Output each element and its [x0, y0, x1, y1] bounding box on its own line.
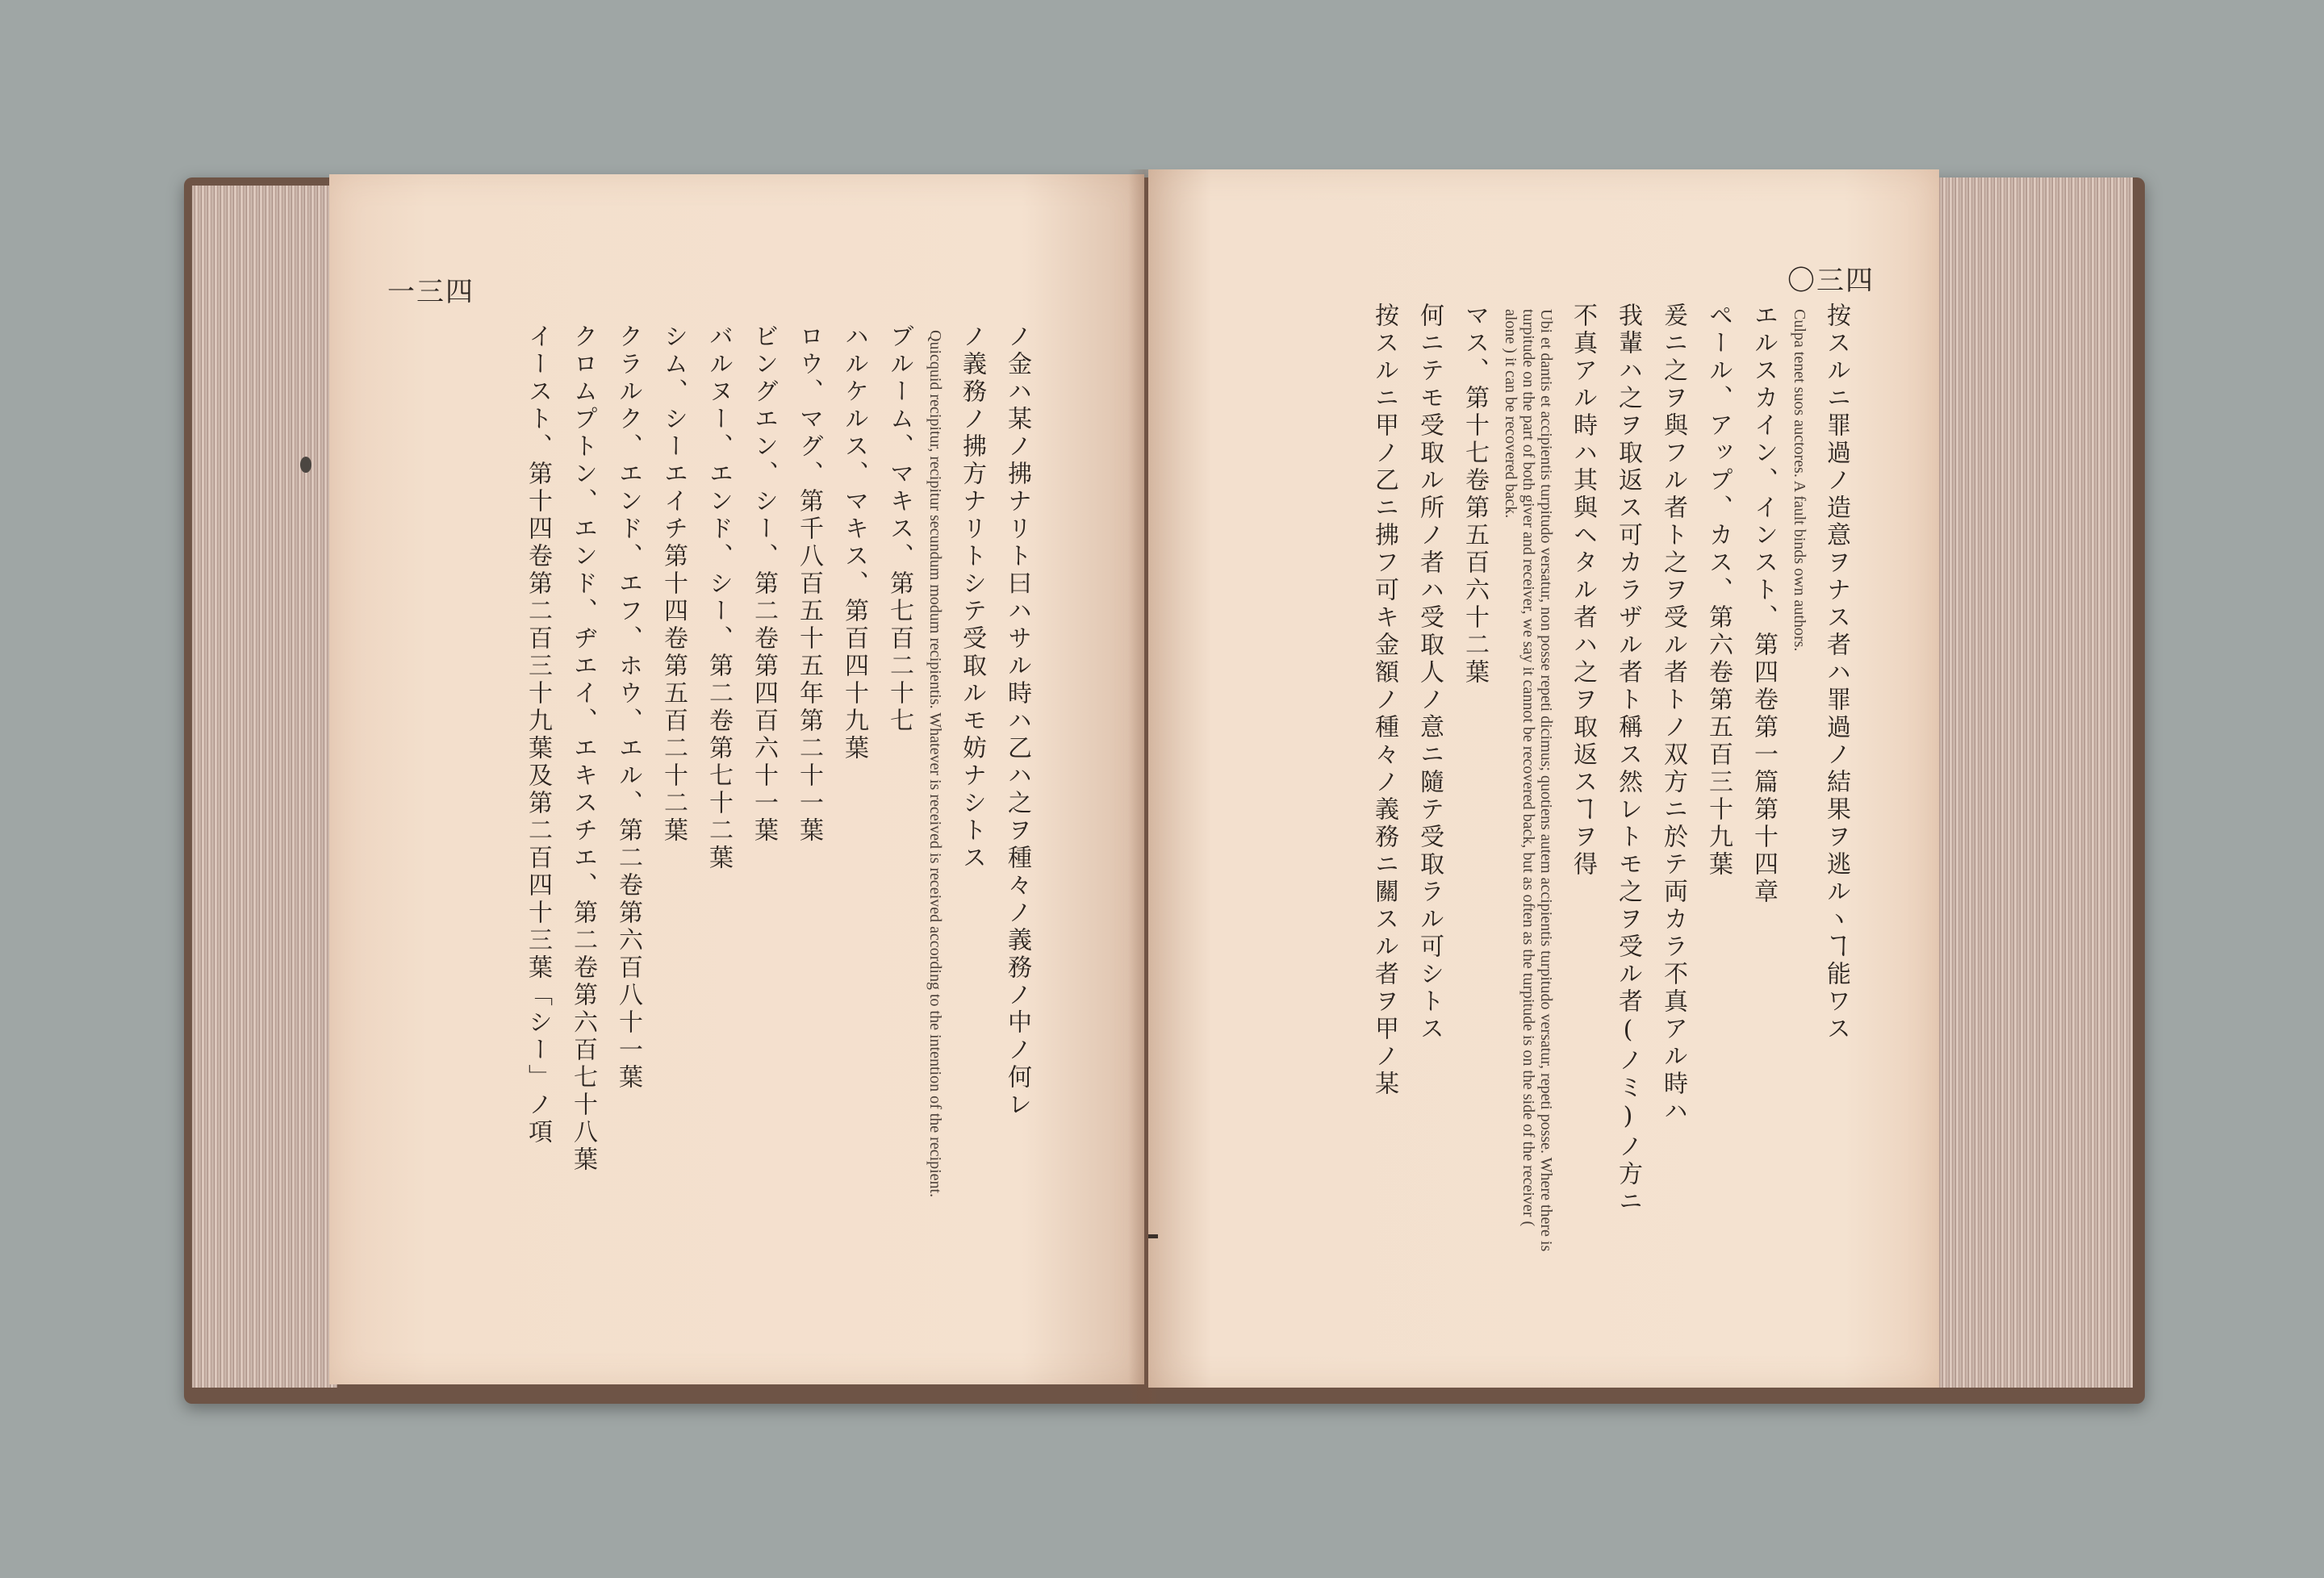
text-column: 我輩ハ之ヲ取返ス可カラザル者ト稱ス然レトモ之ヲ受ル者(ノミ)ノ方ニ — [1614, 303, 1642, 1216]
right-page-edges — [1927, 177, 2133, 1388]
text-column: 按スルニ罪過ノ造意ヲナス者ハ罪過ノ結果ヲ逃ルヽヿ能ワス — [1822, 303, 1850, 1043]
text-column: ロウ、マグ、第千八百五十五年第二十一葉 — [795, 324, 823, 845]
left-page-edges — [192, 186, 337, 1388]
text-column: クロムプトン、エンド、ヂエイ、エキスチエ、第二卷第六百七十八葉 — [569, 324, 597, 1174]
text-column: ノ義務ノ拂方ナリトシテ受取ルモ妨ナシトス — [958, 324, 986, 872]
text-column: マス、第十七卷第五百六十二葉 — [1461, 303, 1489, 687]
latin-maxim-column: Quicquid recipitur, recipitur secundum modum recipientis. Whatever is received is received according to the intention of the recipient. — [926, 330, 944, 1198]
text-column: 爰ニ之ヲ與フル者ト之ヲ受ル者トノ双方ニ於テ両カラ不真アル時ハ — [1659, 303, 1687, 1125]
latin-maxim-column: Ubi et dantis et accipientis turpitudo versatur, non posse repeti dicimus; quotiens autem accipientis turpitudo versatur, repeti posse. Where there is turpitude on the part of both giver and receiver, we say it cannot be recovered back, but as often as the turpitude is on the side of the receiver ( alone ) it can be recovered back. — [1502, 309, 1555, 1252]
text-column: シム、シーエイチ第十四卷第五百二十二葉 — [659, 324, 688, 845]
text-column: ブルーム、マキス、第七百二十七 — [885, 324, 913, 735]
text-column: クラルク、エンド、エフ、ホウ、エル、第二卷第六百八十一葉 — [614, 324, 642, 1092]
latin-maxim-column: Culpa tenet suos auctores. A fault binds own authors. — [1791, 309, 1808, 652]
text-column: ハルケルス、マキス、第百四十九葉 — [840, 324, 868, 762]
right-page — [1148, 169, 1939, 1388]
text-column: 不真アル時ハ其與ヘタル者ハ之ヲ取返スヿヲ得 — [1569, 303, 1597, 879]
left-page — [329, 174, 1144, 1384]
text-column: 何ニテモ受取ル所ノ者ハ受取人ノ意ニ隨テ受取ラル可シトス — [1415, 303, 1444, 1043]
open-book — [184, 169, 2145, 1404]
gutter-mark — [1148, 1234, 1158, 1238]
text-column: 按スルニ甲ノ乙ニ拂フ可キ金額ノ種々ノ義務ニ關スル者ヲ甲ノ某 — [1370, 303, 1398, 1098]
text-column: バルヌー、エンド、シー、第二卷第七十二葉 — [704, 324, 733, 872]
text-column: エルスカイン、インスト、第四卷第一篇第十四章 — [1749, 303, 1778, 906]
text-column: イースト、第十四卷第二百三十九葉及第二百四十三葉「シー」ノ項 — [524, 324, 552, 1146]
page-number: 〇三四 — [1787, 265, 1875, 297]
left-page-text — [515, 324, 1039, 1275]
page-number: 一三四 — [387, 276, 474, 308]
binding-hole — [300, 457, 311, 473]
text-column: ビングエン、シー、第二卷第四百六十一葉 — [750, 324, 778, 845]
text-column: ノ金ハ某ノ拂ナリト曰ハサル時ハ乙ハ之ヲ種々ノ義務ノ中ノ何レ — [1003, 324, 1031, 1119]
text-column: ペール、アップ、カス、第六卷第五百三十九葉 — [1704, 303, 1733, 879]
right-page-text — [1361, 303, 1858, 1303]
